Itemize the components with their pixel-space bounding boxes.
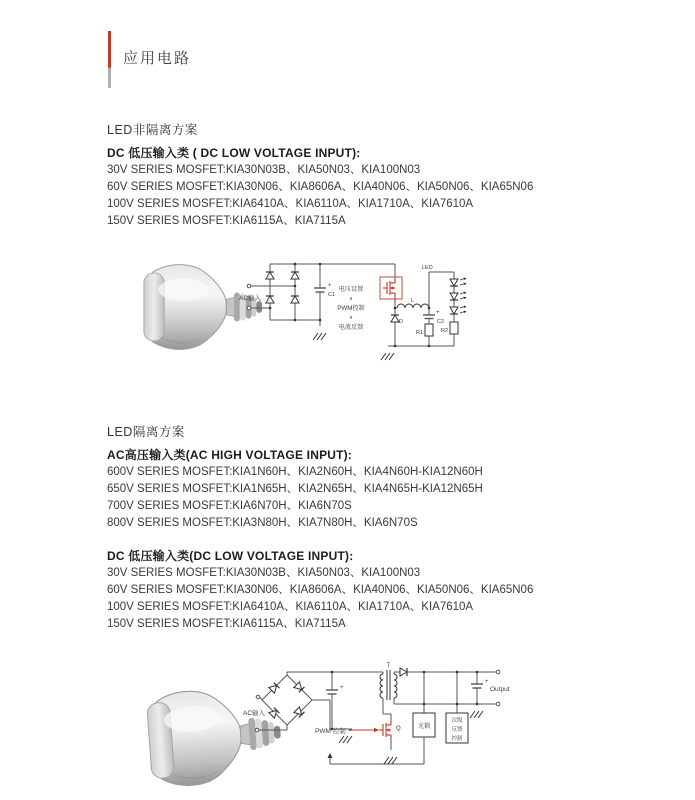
mosfet-series-line: 100V SERIES MOSFET:KIA6410A、KIA6110A、KIA1710A、KIA7610A — [107, 198, 474, 210]
mosfet-icon — [383, 279, 395, 297]
section2-title: LED隔离方案 — [107, 425, 185, 439]
ac-input-label: AC输入 — [243, 710, 266, 717]
mosfet-series-line: 100V SERIES MOSFET:KIA6410A、KIA6110A、KIA1710A、KIA7610A — [107, 601, 474, 613]
d-label: D — [399, 319, 403, 325]
mosfet-series-line: 800V SERIES MOSFET:KIA3N80H、KIA7N80H、KIA6N70S — [107, 517, 418, 529]
inductor-label: L — [411, 298, 415, 304]
mosfet-series-line: 650V SERIES MOSFET:KIA1N65H、KIA2N65H、KIA4N65H-KIA12N65H — [107, 483, 483, 495]
pwm-control-label: PWM控制 — [337, 305, 365, 312]
isolated-circuit-diagram — [240, 652, 520, 800]
dc-low-voltage-heading: DC 低压输入类 ( DC LOW VOLTAGE INPUT): — [107, 146, 361, 160]
section2-ac-block — [107, 447, 483, 532]
secondary-feedback-label: 次级 — [451, 718, 463, 724]
mosfet-series-line: 60V SERIES MOSFET:KIA30N06、KIA8606A、KIA40N06、KIA50N06、KIA65N06 — [107, 584, 534, 596]
ac-input-label: AC输入 — [239, 295, 262, 302]
secondary-feedback-label: 控制 — [451, 736, 463, 742]
secondary-feedback-label: 反馈 — [451, 727, 463, 733]
mosfet-series-line: 150V SERIES MOSFET:KIA6115A、KIA7115A — [107, 618, 346, 630]
mosfet-series-line: 150V SERIES MOSFET:KIA6115A、KIA7115A — [107, 215, 346, 227]
section1-title: LED非隔离方案 — [107, 123, 198, 137]
mosfet-series-line: 30V SERIES MOSFET:KIA30N03B、KIA50N03、KIA100N03 — [107, 567, 421, 579]
r1-label: R1 — [415, 330, 423, 336]
current-feedback-label: 电流反馈 — [338, 324, 364, 331]
mosfet-series-line: 60V SERIES MOSFET:KIA30N06、KIA8606A、KIA40N06、KIA50N06、KIA65N06 — [107, 181, 534, 193]
arrow-up-glyph: ∧ — [348, 315, 354, 321]
mosfet-series-line: 600V SERIES MOSFET:KIA1N60H、KIA2N60H、KIA4N60H-KIA12N60H — [107, 466, 483, 478]
transformer-label: T — [386, 663, 391, 669]
section1-dc-block — [107, 145, 533, 230]
pwm-control-label: PWM 控制 — [315, 728, 346, 735]
mosfet-icon — [379, 721, 391, 739]
ac-high-voltage-heading: AC高压输入类(AC HIGH VOLTAGE INPUT): — [107, 448, 353, 462]
plus-sign: + — [328, 283, 332, 289]
plus-sign: + — [340, 685, 344, 691]
dc-low-voltage-heading: DC 低压输入类(DC LOW VOLTAGE INPUT): — [107, 549, 354, 563]
plus-sign: + — [485, 679, 489, 685]
mosfet-series-line: 700V SERIES MOSFET:KIA6N70H、KIA6N70S — [107, 500, 352, 512]
accent-bar — [108, 31, 111, 88]
led-label: LED — [422, 265, 433, 271]
c1-label: C1 — [328, 292, 336, 298]
c2-label: C2 — [437, 319, 445, 325]
voltage-set-label: 电压设置 — [338, 286, 364, 293]
page-title: 应用电路 — [123, 50, 192, 67]
plus-sign: + — [436, 310, 440, 316]
arrow-down-glyph: ∨ — [348, 296, 354, 302]
r2-label: R2 — [440, 328, 448, 334]
section2-dc-block — [107, 548, 533, 633]
output-label: Output — [490, 686, 510, 693]
mosfet-series-line: 30V SERIES MOSFET:KIA30N03B、KIA50N03、KIA100N03 — [107, 164, 421, 176]
nonisolated-circuit-diagram — [238, 250, 488, 400]
q-label: Q — [396, 726, 401, 732]
optocoupler-label: 光耦 — [417, 724, 431, 730]
